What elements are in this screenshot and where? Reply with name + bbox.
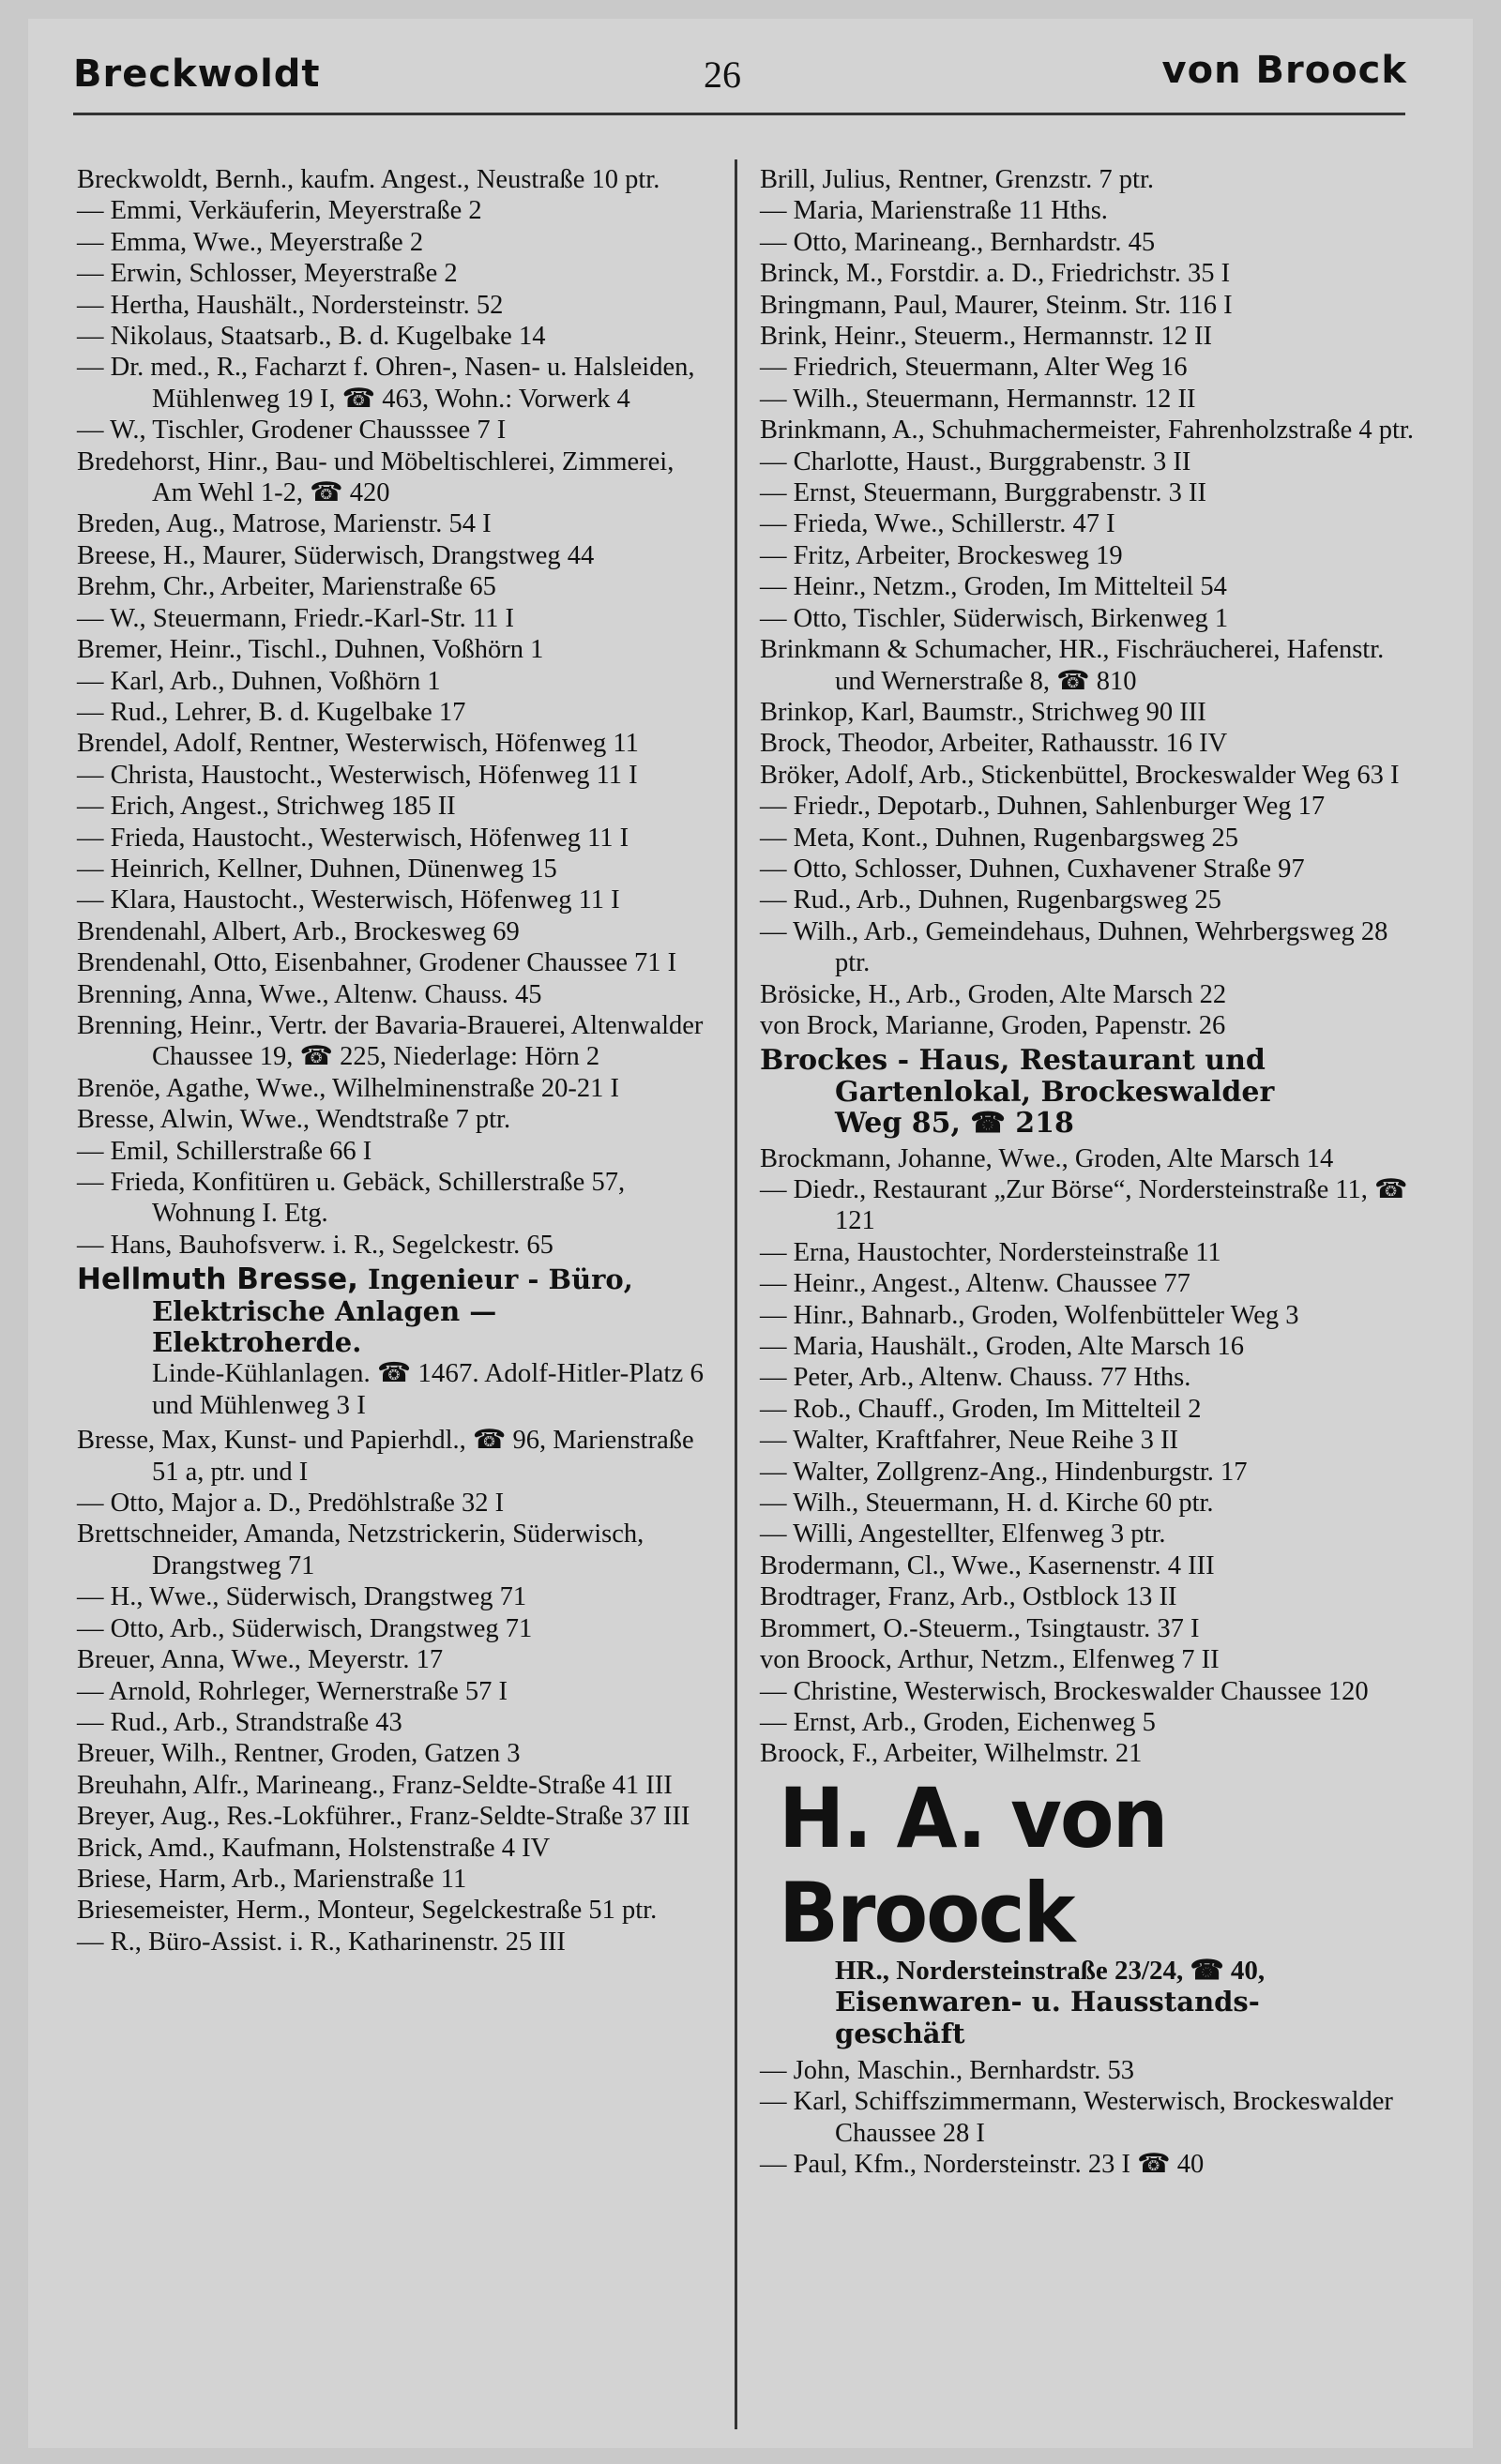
directory-entry: Broock, F., Arbeiter, Wilhelmstr. 21 <box>760 1739 1143 1769</box>
directory-entry: Brockmann, Johanne, Wwe., Groden, Alte Marsch 14 <box>760 1143 1334 1173</box>
directory-entry: — Rud., Lehrer, B. d. Kugelbake 17 <box>77 697 466 727</box>
von-broock-line-2: Eisenwaren- u. Hausstands- <box>835 1986 1260 2018</box>
directory-entry: — Otto, Schlosser, Duhnen, Cuxhavener Straße 97 <box>760 854 1305 884</box>
directory-entry: — Arnold, Rohrleger, Wernerstraße 57 I <box>77 1676 508 1706</box>
directory-entry: — Frieda, Wwe., Schillerstr. 47 I <box>760 509 1115 539</box>
directory-entry: — Diedr., Restaurant „Zur Börse“, Nordersteinstraße 11, ☎ 121 <box>760 1175 1408 1236</box>
directory-entry: — Friedrich, Steuermann, Alter Weg 16 <box>760 353 1188 383</box>
directory-entry: — Frieda, Konfitüren u. Gebäck, Schillerstraße 57, Wohnung I. Etg. <box>77 1168 626 1229</box>
ad-line-3: Linde-Kühlanlagen. ☎ 1467. Adolf-Hitler-Platz 6 und Mühlenweg 3 I <box>152 1358 705 1420</box>
directory-entry: — Karl, Arb., Duhnen, Voßhörn 1 <box>77 666 441 696</box>
directory-entry: — Willi, Angestellter, Elfenweg 3 ptr. <box>760 1519 1166 1549</box>
directory-entry: — Emil, Schillerstraße 66 I <box>77 1136 372 1166</box>
directory-entry: — Rud., Arb., Duhnen, Rugenbargsweg 25 <box>760 885 1221 915</box>
directory-entry: — Ernst, Steuermann, Burggrabenstr. 3 II <box>760 478 1206 508</box>
directory-entry: — Maria, Marienstraße 11 Hths. <box>760 196 1108 226</box>
directory-entry: Brendel, Adolf, Rentner, Westerwisch, Höfenweg 11 <box>77 729 639 759</box>
directory-entry: Breden, Aug., Matrose, Marienstr. 54 I <box>77 509 492 539</box>
header-left-keyword: Breckwoldt <box>73 53 321 96</box>
directory-entry: — Wilh., Steuermann, Hermannstr. 12 II <box>760 384 1196 414</box>
directory-entry: — Dr. med., R., Facharzt f. Ohren-, Nasen- u. Halsleiden, Mühlenweg 19 I, ☎ 463, Wohn.: Vorwerk 4 <box>77 353 695 414</box>
directory-entry: — Heinr., Angest., Altenw. Chaussee 77 <box>760 1269 1190 1299</box>
ad-line-2: Elektrische Anlagen — Elektroherde. <box>152 1294 497 1359</box>
von-broock-logo: H. A. von Broock <box>779 1769 1167 1961</box>
directory-entry: Breuhahn, Alfr., Marineang., Franz-Seldte-Straße 41 III <box>77 1770 673 1800</box>
von-broock-line-1: HR., Nordersteinstraße 23/24, ☎ 40, <box>835 1955 1266 1986</box>
directory-entry: Brinkop, Karl, Baumstr., Strichweg 90 III <box>760 697 1206 727</box>
directory-entry: — Ernst, Arb., Groden, Eichenweg 5 <box>760 1707 1156 1737</box>
directory-entry: Brenning, Heinr., Vertr. der Bavaria-Brauerei, Altenwalder Chaussee 19, ☎ 225, Niederlage: Hörn 2 <box>77 1010 704 1072</box>
directory-entry: Brendenahl, Albert, Arb., Brockesweg 69 <box>77 916 520 946</box>
page-number: 26 <box>704 53 741 96</box>
right-column <box>760 164 1417 2181</box>
directory-entry: — Peter, Arb., Altenw. Chauss. 77 Hths. <box>760 1363 1191 1393</box>
left-entries-continued <box>77 1425 715 1958</box>
directory-entry: — Erna, Haustochter, Nordersteinstraße 11 <box>760 1237 1221 1267</box>
directory-entry: — R., Büro-Assist. i. R., Katharinenstr. 25 III <box>77 1927 566 1957</box>
directory-entry: Breese, H., Maurer, Süderwisch, Drangstweg 44 <box>77 540 595 570</box>
directory-entry: Brill, Julius, Rentner, Grenzstr. 7 ptr. <box>760 165 1154 194</box>
directory-entry: — Erwin, Schlosser, Meyerstraße 2 <box>77 259 458 289</box>
directory-entry: — Emma, Wwe., Meyerstraße 2 <box>77 227 424 257</box>
directory-entry: Brinkmann, A., Schuhmachermeister, Fahrenholzstraße 4 ptr. <box>760 416 1414 446</box>
directory-entry: — Otto, Arb., Süderwisch, Drangstweg 71 <box>77 1613 533 1643</box>
directory-entry: — Otto, Marineang., Bernhardstr. 45 <box>760 227 1156 257</box>
directory-entry: — Otto, Major a. D., Predöhlstraße 32 I <box>77 1489 505 1519</box>
directory-entry: Breyer, Aug., Res.-Lokführer., Franz-Seldte-Straße 37 III <box>77 1802 690 1832</box>
directory-entry: Breckwoldt, Bernh., kaufm. Angest., Neustraße 10 ptr. <box>77 165 660 194</box>
directory-entry: — Friedr., Depotarb., Duhnen, Sahlenburger Weg 17 <box>760 792 1326 822</box>
column-divider <box>735 159 737 2429</box>
directory-entry: — Heinrich, Kellner, Duhnen, Dünenweg 15 <box>77 854 557 884</box>
directory-entry: — Christa, Haustocht., Westerwisch, Höfenweg 11 I <box>77 760 638 790</box>
directory-entry: — Fritz, Arbeiter, Brockesweg 19 <box>760 540 1123 570</box>
von-broock-line-3: geschäft <box>835 2017 965 2049</box>
brockes-haus-ad <box>760 1045 1417 1139</box>
directory-entry: — Wilh., Arb., Gemeindehaus, Duhnen, Wehrbergsweg 28 ptr. <box>760 916 1388 978</box>
directory-entry: — John, Maschin., Bernhardstr. 53 <box>760 2055 1134 2085</box>
directory-entry: — Wilh., Steuermann, H. d. Kirche 60 ptr. <box>760 1489 1214 1519</box>
directory-entry: Breuer, Wilh., Rentner, Groden, Gatzen 3 <box>77 1739 521 1769</box>
directory-entry: Brinck, M., Forstdir. a. D., Friedrichstr. 35 I <box>760 259 1231 289</box>
brockes-ad-line-3: Weg 85, ☎ 218 <box>835 1107 1074 1141</box>
directory-entry: Bröker, Adolf, Arb., Stickenbüttel, Brockeswalder Weg 63 I <box>760 760 1400 790</box>
directory-entry: — Charlotte, Haust., Burggrabenstr. 3 II <box>760 446 1191 476</box>
left-column <box>77 164 715 1958</box>
directory-entry: — Heinr., Netzm., Groden, Im Mittelteil 54 <box>760 572 1227 602</box>
directory-entry: — Meta, Kont., Duhnen, Rugenbargsweg 25 <box>760 823 1239 853</box>
directory-entry: — Walter, Zollgrenz-Ang., Hindenburgstr. 17 <box>760 1457 1248 1487</box>
directory-entry: Brink, Heinr., Steuerm., Hermannstr. 12 II <box>760 322 1213 352</box>
directory-entry: — Christine, Westerwisch, Brockeswalder Chaussee 120 <box>760 1676 1369 1706</box>
directory-entry: Brenning, Anna, Wwe., Altenw. Chauss. 45 <box>77 979 542 1009</box>
directory-entry: — Nikolaus, Staatsarb., B. d. Kugelbake 14 <box>77 322 546 352</box>
header-right-keyword: von Broock <box>1161 49 1407 92</box>
directory-entry: Brehm, Chr., Arbeiter, Marienstraße 65 <box>77 572 496 602</box>
directory-entry: Bremer, Heinr., Tischl., Duhnen, Voßhörn 1 <box>77 635 544 665</box>
right-entries-final <box>760 2055 1417 2181</box>
directory-entry: Brösicke, H., Arb., Groden, Alte Marsch 22 <box>760 979 1227 1009</box>
directory-entry: — Erich, Angest., Strichweg 185 II <box>77 792 456 822</box>
hellmuth-bresse-ad <box>77 1264 715 1421</box>
directory-entry: Brettschneider, Amanda, Netzstrickerin, Süderwisch, Drangstweg 71 <box>77 1519 644 1580</box>
directory-entry: — Maria, Haushält., Groden, Alte Marsch 16 <box>760 1332 1245 1362</box>
directory-page <box>28 19 1473 2448</box>
directory-entry: — Karl, Schiffszimmermann, Westerwisch, Brockeswalder Chaussee 28 I <box>760 2087 1393 2148</box>
directory-entry: — Otto, Tischler, Süderwisch, Birkenweg 1 <box>760 603 1229 633</box>
directory-entry: von Broock, Arthur, Netzm., Elfenweg 7 II <box>760 1645 1220 1675</box>
directory-entry: Brommert, O.-Steuerm., Tsingtaustr. 37 I <box>760 1613 1200 1643</box>
right-entries-continued <box>760 1143 1417 1770</box>
directory-entry: von Brock, Marianne, Groden, Papenstr. 26 <box>760 1010 1226 1040</box>
directory-entry: — Walter, Kraftfahrer, Neue Reihe 3 II <box>760 1426 1178 1456</box>
directory-entry: — Klara, Haustocht., Westerwisch, Höfenweg 11 I <box>77 885 620 915</box>
brockes-ad-line-1: Brockes - Haus, Restaurant und <box>760 1044 1266 1078</box>
directory-entry: — Hans, Bauhofsverw. i. R., Segelckestr. 65 <box>77 1230 553 1260</box>
directory-entry: — W., Steuermann, Friedr.-Karl-Str. 11 I <box>77 603 514 633</box>
directory-entry: Brenöe, Agathe, Wwe., Wilhelminenstraße 20-21 I <box>77 1073 619 1103</box>
left-entries <box>77 164 715 1261</box>
directory-entry: Brodermann, Cl., Wwe., Kasernenstr. 4 III <box>760 1550 1215 1580</box>
directory-entry: Brock, Theodor, Arbeiter, Rathausstr. 16 IV <box>760 729 1228 759</box>
directory-entry: Briese, Harm, Arb., Marienstraße 11 <box>77 1864 467 1894</box>
directory-entry: Brendenahl, Otto, Eisenbahner, Grodener Chaussee 71 I <box>77 948 677 978</box>
directory-entry: — Rob., Chauff., Groden, Im Mittelteil 2 <box>760 1394 1202 1424</box>
directory-entry: — Emmi, Verkäuferin, Meyerstraße 2 <box>77 196 482 226</box>
directory-entry: Brodtrager, Franz, Arb., Ostblock 13 II <box>760 1582 1177 1612</box>
directory-entry: Bresse, Alwin, Wwe., Wendtstraße 7 ptr. <box>77 1105 511 1135</box>
directory-entry: Briesemeister, Herm., Monteur, Segelckestraße 51 ptr. <box>77 1896 658 1926</box>
directory-entry: Bredehorst, Hinr., Bau- und Möbeltischlerei, Zimmerei, Am Wehl 1-2, ☎ 420 <box>77 446 675 508</box>
header-rule <box>73 113 1405 115</box>
directory-entry: Bresse, Max, Kunst- und Papierhdl., ☎ 96, Marienstraße 51 a, ptr. und I <box>77 1426 694 1487</box>
directory-entry: — H., Wwe., Süderwisch, Drangstweg 71 <box>77 1582 527 1612</box>
directory-entry: — Rud., Arb., Strandstraße 43 <box>77 1707 402 1737</box>
directory-entry: Bringmann, Paul, Maurer, Steinm. Str. 116 I <box>760 290 1233 320</box>
ad-name: Hellmuth Bresse, <box>77 1262 358 1297</box>
brockes-ad-line-2: Gartenlokal, Brockeswalder <box>835 1075 1275 1109</box>
right-entries <box>760 164 1417 1041</box>
directory-entry: — Hertha, Haushält., Nordersteinstr. 52 <box>77 290 504 320</box>
directory-entry: Brinkmann & Schumacher, HR., Fischräucherei, Hafenstr. und Wernerstraße 8, ☎ 810 <box>760 635 1385 696</box>
directory-entry: — Frieda, Haustocht., Westerwisch, Höfenweg 11 I <box>77 823 629 853</box>
ad-subtitle: Ingenieur - Büro, <box>368 1263 633 1296</box>
directory-entry: Brick, Amd., Kaufmann, Holstenstraße 4 IV <box>77 1833 551 1863</box>
directory-entry: — Hinr., Bahnarb., Groden, Wolfenbütteler Weg 3 <box>760 1300 1299 1330</box>
directory-entry: — W., Tischler, Grodener Chausssee 7 I <box>77 416 507 446</box>
directory-entry: Breuer, Anna, Wwe., Meyerstr. 17 <box>77 1645 444 1675</box>
directory-entry: — Paul, Kfm., Nordersteinstr. 23 I ☎ 40 <box>760 2150 1205 2180</box>
